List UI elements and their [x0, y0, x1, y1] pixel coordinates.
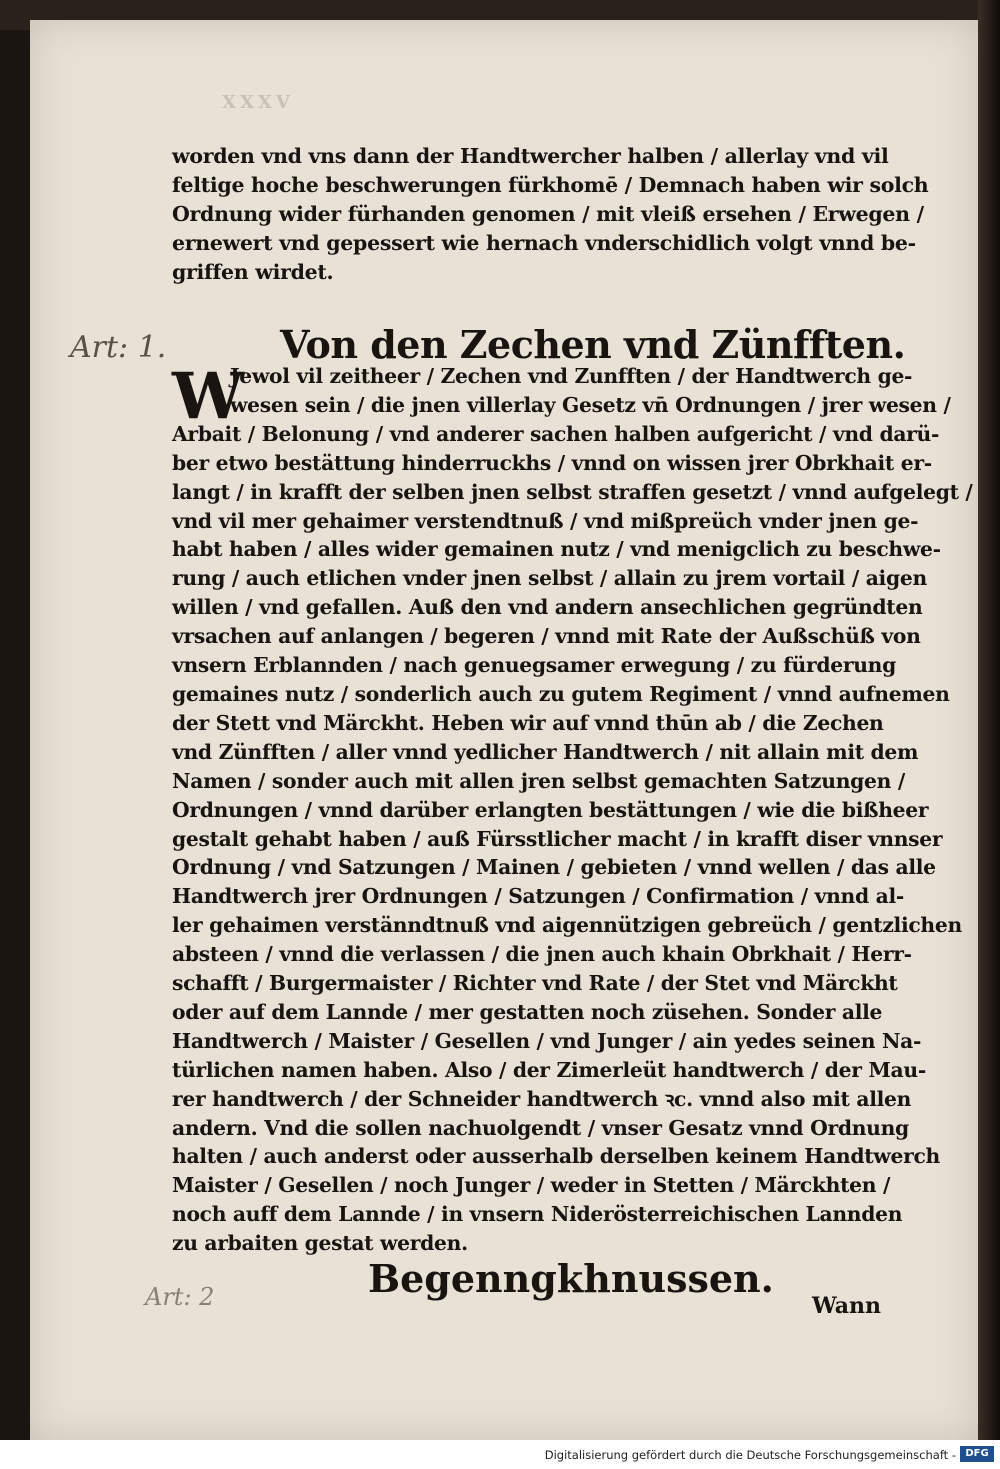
- text-line: ernewert vnd gepessert wie hernach vnderschidlich volgt vnnd be-: [172, 231, 916, 255]
- funding-credit: Digitalisierung gefördert durch die Deutsche Forschungsgemeinschaft -: [544, 1448, 956, 1462]
- text-line: gestalt gehabt haben / auß Fürsstlicher macht / in krafft diser vnnser: [172, 826, 943, 851]
- text-line: Handtwerch / Maister / Gesellen / vnd Junger / ain yedes seinen Na-: [172, 1028, 922, 1053]
- text-line: ber etwo bestättung hinderruckhs / vnnd on wissen jrer Obrkhait er-: [172, 450, 932, 475]
- paragraph-1: [172, 142, 929, 287]
- margin-note-article-2: Art: 2: [145, 1283, 215, 1311]
- text-line: feltige hoche beschwerungen fürkhomē / Demnach haben wir solch: [172, 173, 929, 197]
- text-line: Ordnung / vnd Satzungen / Mainen / gebieten / vnnd wellen / das alle: [172, 855, 936, 880]
- text-line: türlichen namen haben. Also / der Zimerleüt handtwerch / der Mau-: [172, 1057, 926, 1082]
- text-line: absteen / vnnd die verlassen / die jnen auch khain Obrkhait / Herr-: [172, 942, 912, 967]
- dfg-logo: DFG: [960, 1446, 994, 1462]
- text-line: gemaines nutz / sonderlich auch zu gutem Regiment / vnnd aufnemen: [172, 681, 950, 706]
- text-line: Maister / Gesellen / noch Junger / weder in Stetten / Märckhten /: [172, 1173, 891, 1198]
- text-line: Arbait / Belonung / vnd anderer sachen halben aufgericht / vnd darü-: [172, 421, 940, 446]
- drop-capital: W: [172, 359, 244, 434]
- text-line: oder auf dem Lannde / mer gestatten noch züsehen. Sonder alle: [172, 999, 883, 1024]
- folio-number: XXXV: [222, 92, 294, 113]
- text-line: halten / auch anderst oder ausserhalb derselben keinem Handtwerch: [172, 1144, 940, 1169]
- footer-bar: [0, 1440, 1000, 1469]
- text-line: vnsern Erblannden / nach genuegsamer erwegung / zu fürderung: [172, 653, 896, 678]
- text-line: vnd vil mer gehaimer verstendtnuß / vnd mißpreüch vnder jnen ge-: [172, 508, 919, 533]
- text-line: willen / vnd gefallen. Auß den vnd andern ansechlichen gegründten: [172, 595, 923, 620]
- text-line: schafft / Burgermaister / Richter vnd Rate / der Stet vnd Märckht: [172, 971, 898, 996]
- text-line: Ordnung wider fürhanden genomen / mit vleiß ersehen / Erwegen /: [172, 202, 924, 226]
- text-line: vnd Zünfften / aller vnnd yedlicher Handtwerch / nit allain mit dem: [172, 739, 919, 764]
- text-line: habt haben / alles wider gemainen nutz / vnd menigclich zu beschwe-: [172, 537, 941, 562]
- text-line: wesen sein / die jnen villerlay Gesetz vn̄ Ordnungen / jrer wesen /: [230, 392, 951, 417]
- text-line: rung / auch etlichen vnder jnen selbst / allain zu jrem vortail / aigen: [172, 566, 927, 591]
- text-line: andern. Vnd die sollen nachuolgendt / vnser Gesatz vnnd Ordnung: [172, 1115, 909, 1140]
- section-heading-2: Begenngkhnussen.: [368, 1256, 774, 1301]
- page-edge: [978, 0, 1000, 1440]
- text-line: rer handtwerch / der Schneider handtwerch ꝛc. vnnd also mit allen: [172, 1086, 912, 1111]
- text-line: der Stett vnd Märckht. Heben wir auf vnnd thūn ab / die Zechen: [172, 710, 884, 735]
- text-line: Jewol vil zeitheer / Zechen vnd Zunfften / der Handtwerch ge-: [230, 364, 913, 388]
- catchword: Wann: [812, 1293, 882, 1319]
- text-line: noch auff dem Lannde / in vnsern Niderösterreichischen Lannden: [172, 1202, 903, 1227]
- text-line: griffen wirdet.: [172, 260, 334, 284]
- margin-note-article-1: Art: 1.: [70, 330, 167, 365]
- text-line: worden vnd vns dann der Handtwercher halben / allerlay vnd vil: [172, 144, 889, 168]
- text-line: langt / in krafft der selben jnen selbst straffen gesetzt / vnnd aufgelegt /: [172, 479, 973, 504]
- text-line: Ordnungen / vnnd darüber erlangten bestättungen / wie die bißheer: [172, 797, 929, 822]
- paragraph-2: [172, 359, 973, 1258]
- text-line: Handtwerch jrer Ordnungen / Satzungen / Confirmation / vnnd al-: [172, 884, 905, 909]
- text-line: ler gehaimen verstänndtnuß vnd aigennützigen gebreüch / gentzlichen: [172, 913, 962, 938]
- section-heading: Von den Zechen vnd Zünfften.: [280, 322, 906, 367]
- text-line: zu arbaiten gestat werden.: [172, 1231, 468, 1256]
- text-line: Namen / sonder auch mit allen jren selbst gemachten Satzungen /: [172, 768, 905, 793]
- text-line: vrsachen auf anlangen / begeren / vnnd mit Rate der Außschüß von: [172, 624, 921, 649]
